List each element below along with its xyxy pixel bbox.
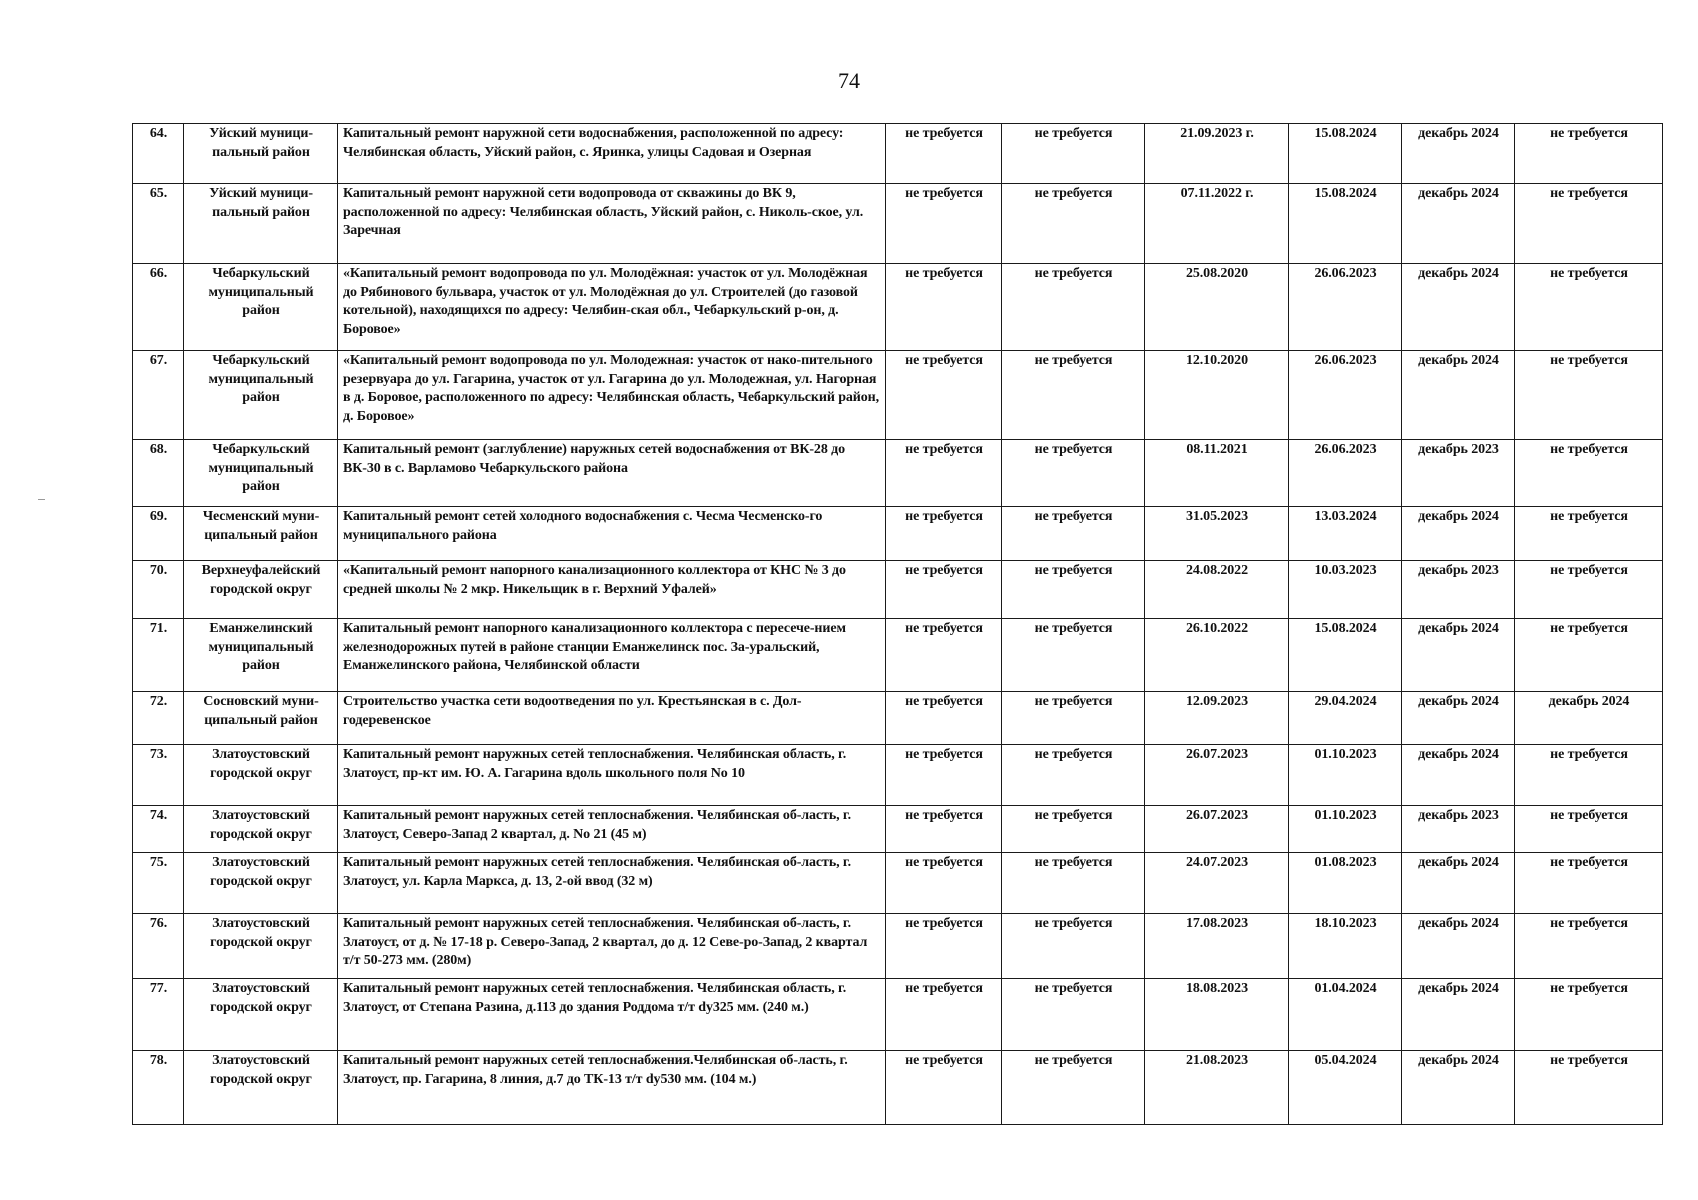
date-1: 31.05.2023: [1145, 507, 1289, 561]
requirement-3: не требуется: [1515, 853, 1663, 914]
requirement-2: не требуется: [1002, 440, 1145, 507]
requirement-1: не требуется: [886, 1051, 1002, 1125]
table-row: [133, 745, 1663, 806]
requirement-3: не требуется: [1515, 561, 1663, 619]
date-1: 12.10.2020: [1145, 351, 1289, 440]
requirement-1: не требуется: [886, 561, 1002, 619]
requirement-3: не требуется: [1515, 619, 1663, 692]
requirement-1: не требуется: [886, 853, 1002, 914]
date-2: 15.08.2024: [1289, 619, 1402, 692]
date-1: 24.07.2023: [1145, 853, 1289, 914]
deadline: декабрь 2024: [1402, 619, 1515, 692]
requirement-1: не требуется: [886, 184, 1002, 264]
municipality: Сосновский муни-ципальный район: [184, 692, 338, 745]
date-1: 21.09.2023 г.: [1145, 124, 1289, 184]
table-row: [133, 853, 1663, 914]
requirement-3: декабрь 2024: [1515, 692, 1663, 745]
date-1: 26.07.2023: [1145, 745, 1289, 806]
row-number: 68.: [133, 440, 184, 507]
deadline: декабрь 2024: [1402, 184, 1515, 264]
date-1: 07.11.2022 г.: [1145, 184, 1289, 264]
date-2: 26.06.2023: [1289, 264, 1402, 351]
margin-mark: [38, 499, 45, 500]
date-2: 18.10.2023: [1289, 914, 1402, 979]
requirement-2: не требуется: [1002, 1051, 1145, 1125]
row-number: 64.: [133, 124, 184, 184]
date-1: 25.08.2020: [1145, 264, 1289, 351]
municipality: Уйский муници-пальный район: [184, 184, 338, 264]
requirement-1: не требуется: [886, 351, 1002, 440]
project-description: Капитальный ремонт сетей холодного водоснабжения с. Чесма Чесменско-го муниципального района: [338, 507, 886, 561]
date-1: 18.08.2023: [1145, 979, 1289, 1051]
requirement-1: не требуется: [886, 264, 1002, 351]
deadline: декабрь 2024: [1402, 745, 1515, 806]
requirement-2: не требуется: [1002, 914, 1145, 979]
date-1: 24.08.2022: [1145, 561, 1289, 619]
municipality: Верхнеуфалейский городской округ: [184, 561, 338, 619]
requirement-2: не требуется: [1002, 853, 1145, 914]
project-description: Капитальный ремонт напорного канализационного коллектора с пересече-нием железнодорожных путей в районе станции Еманжелинск пос. За-уральский, Еманжелинского района, Челябинской области: [338, 619, 886, 692]
municipality: Златоустовский городской округ: [184, 745, 338, 806]
row-number: 76.: [133, 914, 184, 979]
row-number: 69.: [133, 507, 184, 561]
date-2: 01.10.2023: [1289, 806, 1402, 853]
table-row: [133, 264, 1663, 351]
requirement-2: не требуется: [1002, 806, 1145, 853]
project-description: Строительство участка сети водоотведения по ул. Крестьянская в с. Дол-годеревенское: [338, 692, 886, 745]
table-row: [133, 692, 1663, 745]
table-row: [133, 351, 1663, 440]
project-description: Капитальный ремонт наружной сети водоснабжения, расположенной по адресу: Челябинская область, Уйский район, с. Яринка, улицы Садовая и Озерная: [338, 124, 886, 184]
table-row: [133, 124, 1663, 184]
project-description: Капитальный ремонт наружных сетей теплоснабжения. Челябинская область, г. Златоуст, пр-кт им. Ю. А. Гагарина вдоль школьного поля No 10: [338, 745, 886, 806]
requirement-3: не требуется: [1515, 979, 1663, 1051]
deadline: декабрь 2024: [1402, 853, 1515, 914]
date-2: 10.03.2023: [1289, 561, 1402, 619]
municipality: Чебаркульский муниципальный район: [184, 351, 338, 440]
requirement-1: не требуется: [886, 507, 1002, 561]
municipality: Златоустовский городской округ: [184, 914, 338, 979]
requirement-2: не требуется: [1002, 351, 1145, 440]
table-row: [133, 619, 1663, 692]
requirement-3: не требуется: [1515, 184, 1663, 264]
date-1: 26.07.2023: [1145, 806, 1289, 853]
projects-table: [132, 123, 1663, 1125]
requirement-1: не требуется: [886, 440, 1002, 507]
project-description: Капитальный ремонт наружных сетей теплоснабжения. Челябинская об-ласть, г. Златоуст, Северо-Запад 2 квартал, д. No 21 (45 м): [338, 806, 886, 853]
row-number: 67.: [133, 351, 184, 440]
project-description: «Капитальный ремонт водопровода по ул. Молодежная: участок от нако-пительного резервуара до ул. Гагарина, участок от ул. Гагарина до ул. Молодежная, ул. Нагорная в д. Боровое, расположенного по адресу: Челябинская область, Чебаркульский район, д. Боровое»: [338, 351, 886, 440]
deadline: декабрь 2023: [1402, 440, 1515, 507]
date-2: 01.04.2024: [1289, 979, 1402, 1051]
municipality: Златоустовский городской округ: [184, 1051, 338, 1125]
project-description: Капитальный ремонт наружных сетей теплоснабжения.Челябинская об-ласть, г. Златоуст, пр. Гагарина, 8 линия, д.7 до ТК-13 т/т dу530 мм. (104 м.): [338, 1051, 886, 1125]
requirement-2: не требуется: [1002, 264, 1145, 351]
deadline: декабрь 2024: [1402, 124, 1515, 184]
requirement-2: не требуется: [1002, 561, 1145, 619]
requirement-3: не требуется: [1515, 507, 1663, 561]
row-number: 72.: [133, 692, 184, 745]
project-description: Капитальный ремонт (заглубление) наружных сетей водоснабжения от ВК-28 до ВК-30 в с. Варламово Чебаркульского района: [338, 440, 886, 507]
date-1: 12.09.2023: [1145, 692, 1289, 745]
municipality: Златоустовский городской округ: [184, 853, 338, 914]
row-number: 66.: [133, 264, 184, 351]
requirement-3: не требуется: [1515, 440, 1663, 507]
municipality: Уйский муници-пальный район: [184, 124, 338, 184]
date-2: 13.03.2024: [1289, 507, 1402, 561]
requirement-1: не требуется: [886, 745, 1002, 806]
requirement-1: не требуется: [886, 806, 1002, 853]
municipality: Чебаркульский муниципальный район: [184, 264, 338, 351]
date-2: 01.08.2023: [1289, 853, 1402, 914]
row-number: 78.: [133, 1051, 184, 1125]
deadline: декабрь 2023: [1402, 806, 1515, 853]
date-2: 15.08.2024: [1289, 124, 1402, 184]
municipality: Чебаркульский муниципальный район: [184, 440, 338, 507]
requirement-2: не требуется: [1002, 184, 1145, 264]
row-number: 73.: [133, 745, 184, 806]
project-description: Капитальный ремонт наружных сетей теплоснабжения. Челябинская об-ласть, г. Златоуст, ул. Карла Маркса, д. 13, 2-ой ввод (32 м): [338, 853, 886, 914]
table-row: [133, 979, 1663, 1051]
requirement-3: не требуется: [1515, 1051, 1663, 1125]
requirement-1: не требуется: [886, 124, 1002, 184]
project-description: Капитальный ремонт наружных сетей теплоснабжения. Челябинская об-ласть, г. Златоуст, от д. № 17-18 р. Северо-Запад, 2 квартал, до д. 12 Севе-ро-Запад, 2 квартал т/т 50-273 мм. (280м): [338, 914, 886, 979]
municipality: Златоустовский городской округ: [184, 806, 338, 853]
deadline: декабрь 2024: [1402, 1051, 1515, 1125]
date-2: 26.06.2023: [1289, 440, 1402, 507]
date-1: 26.10.2022: [1145, 619, 1289, 692]
date-2: 15.08.2024: [1289, 184, 1402, 264]
requirement-2: не требуется: [1002, 124, 1145, 184]
project-description: «Капитальный ремонт напорного канализационного коллектора от КНС № 3 до средней школы № 2 мкр. Никельщик в г. Верхний Уфалей»: [338, 561, 886, 619]
requirement-3: не требуется: [1515, 914, 1663, 979]
date-2: 01.10.2023: [1289, 745, 1402, 806]
requirement-1: не требуется: [886, 619, 1002, 692]
table-row: [133, 184, 1663, 264]
table-row: [133, 914, 1663, 979]
row-number: 75.: [133, 853, 184, 914]
row-number: 70.: [133, 561, 184, 619]
deadline: декабрь 2024: [1402, 351, 1515, 440]
row-number: 65.: [133, 184, 184, 264]
row-number: 74.: [133, 806, 184, 853]
row-number: 77.: [133, 979, 184, 1051]
project-description: «Капитальный ремонт водопровода по ул. Молодёжная: участок от ул. Молодёжная до Рябинового бульвара, участок от ул. Молодёжная до ул. Строителей (до газовой котельной), находящихся по адресу: Челябин-ская обл., Чебаркульский р-он, д. Боровое»: [338, 264, 886, 351]
requirement-3: не требуется: [1515, 264, 1663, 351]
table-row: [133, 1051, 1663, 1125]
date-2: 26.06.2023: [1289, 351, 1402, 440]
requirement-1: не требуется: [886, 914, 1002, 979]
table-row: [133, 507, 1663, 561]
requirement-2: не требуется: [1002, 619, 1145, 692]
table-row: [133, 561, 1663, 619]
requirement-2: не требуется: [1002, 507, 1145, 561]
requirement-3: не требуется: [1515, 351, 1663, 440]
table-row: [133, 806, 1663, 853]
municipality: Златоустовский городской округ: [184, 979, 338, 1051]
date-1: 17.08.2023: [1145, 914, 1289, 979]
requirement-2: не требуется: [1002, 692, 1145, 745]
requirement-3: не требуется: [1515, 745, 1663, 806]
project-description: Капитальный ремонт наружной сети водопровода от скважины до ВК 9, расположенной по адресу: Челябинская область, Уйский район, с. Николь-ское, ул. Заречная: [338, 184, 886, 264]
table-body: [133, 124, 1663, 1125]
deadline: декабрь 2024: [1402, 914, 1515, 979]
deadline: декабрь 2023: [1402, 561, 1515, 619]
row-number: 71.: [133, 619, 184, 692]
date-2: 29.04.2024: [1289, 692, 1402, 745]
requirement-1: не требуется: [886, 692, 1002, 745]
page-number: 74: [838, 68, 860, 93]
table-row: [133, 440, 1663, 507]
date-1: 21.08.2023: [1145, 1051, 1289, 1125]
requirement-1: не требуется: [886, 979, 1002, 1051]
municipality: Еманжелинский муниципальный район: [184, 619, 338, 692]
date-2: 05.04.2024: [1289, 1051, 1402, 1125]
project-description: Капитальный ремонт наружных сетей теплоснабжения. Челябинская область, г. Златоуст, от Степана Разина, д.113 до здания Роддома т/т dу325 мм. (240 м.): [338, 979, 886, 1051]
requirement-2: не требуется: [1002, 979, 1145, 1051]
date-1: 08.11.2021: [1145, 440, 1289, 507]
deadline: декабрь 2024: [1402, 264, 1515, 351]
requirement-3: не требуется: [1515, 124, 1663, 184]
requirement-2: не требуется: [1002, 745, 1145, 806]
deadline: декабрь 2024: [1402, 979, 1515, 1051]
deadline: декабрь 2024: [1402, 507, 1515, 561]
requirement-3: не требуется: [1515, 806, 1663, 853]
deadline: декабрь 2024: [1402, 692, 1515, 745]
municipality: Чесменский муни-ципальный район: [184, 507, 338, 561]
